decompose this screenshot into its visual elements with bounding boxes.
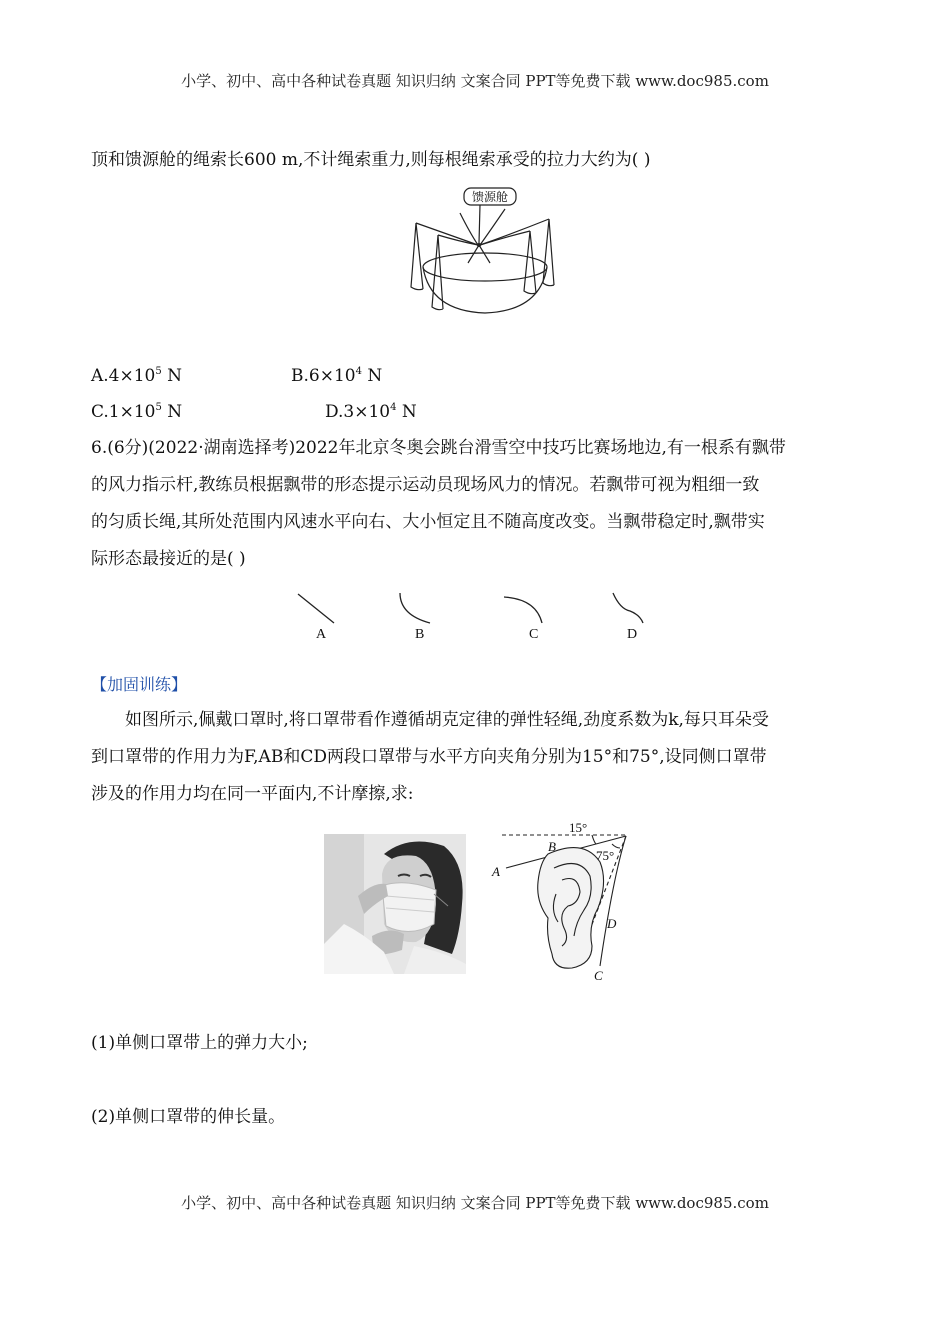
mask-photo [324,834,466,974]
training-line-2: 到口罩带的作用力为F,AB和CD两段口罩带与水平方向夹角分别为15°和75°,设同侧口罩带 [91,747,767,767]
tower-front-left [432,235,443,310]
q5-option-c[interactable]: $C.1\times 10^5$ N [91,402,183,422]
cable-1 [416,223,478,245]
point-d-label: D [607,916,617,931]
ribbon-a [298,594,334,623]
q6-line-1: 6.(6分)(2022·湖南选择考)2022年北京冬奥会跳台滑雪空中技巧比赛场地边,有一根系有飘带 [91,438,786,458]
q5-option-a[interactable]: $A.4\times 10^5$ N [91,366,183,386]
q5-stem-tail: 顶和馈源舱的绳索长600 m,不计绳索重力,则每根绳索承受的拉力大约为( ) [91,150,651,170]
cable-6 [480,209,505,245]
q5-option-b[interactable]: $B.6\times 10^4$ N [291,366,383,386]
q5-option-d[interactable]: $D.3\times 10^4$ N [325,402,417,422]
q6-choice-d[interactable]: D [627,627,638,642]
training-line-3: 涉及的作用力均在同一平面内,不计摩擦,求: [91,784,414,804]
training-stem-cont [91,739,861,813]
q6-choice-b[interactable]: B [415,627,425,642]
ribbon-b [400,593,430,623]
q6-ribbon-figures [280,585,660,630]
cable-8 [479,245,490,263]
q6-line-2: 的风力指示杆,教练员根据飘带的形态提示运动员现场风力的情况。若飘带可视为粗细一致 [91,475,760,495]
ear-outline [538,848,604,969]
telescope-figure [410,183,560,323]
point-b-label: B [548,839,556,854]
point-c-label: C [594,968,603,983]
training-stem [91,702,861,739]
ear-diagram [488,818,638,984]
angle-15-label: 15° [569,820,588,835]
q6-choice-a[interactable]: A [316,627,327,642]
tower-left [411,223,423,290]
q6-choice-c[interactable]: C [529,627,539,642]
ribbon-c [504,597,542,623]
page-header: 小学、初中、高中各种试卷真题 知识归纳 文案合同 PPT等免费下载 www.doc985.com [181,72,769,90]
sub-question-1: (1)单侧口罩带上的弹力大小; [91,1033,308,1053]
q6-stem [91,430,861,578]
training-line-1: 如图所示,佩戴口罩时,将口罩带看作遵循胡克定律的弹性轻绳,劲度系数为k,每只耳朵受 [125,710,769,730]
sub-question-2: (2)单侧口罩带的伸长量。 [91,1107,286,1127]
tower-front-right [524,231,536,294]
feed-cabin-label: 馈源舱 [471,190,509,204]
point-a-label: A [492,864,500,879]
q6-line-4: 际形态最接近的是( ) [91,549,246,569]
angle-75-label: 75° [596,848,615,863]
dish-rim [423,253,547,281]
cable-4 [480,219,549,245]
ribbon-d [613,593,643,623]
training-title: 【加固训练】 [91,675,188,694]
q6-line-3: 的匀质长绳,其所处范围内风速水平向右、大小恒定且不随高度改变。当飘带稳定时,飘带实 [91,512,765,532]
page-footer: 小学、初中、高中各种试卷真题 知识归纳 文案合同 PPT等免费下载 www.doc985.com [181,1194,769,1212]
